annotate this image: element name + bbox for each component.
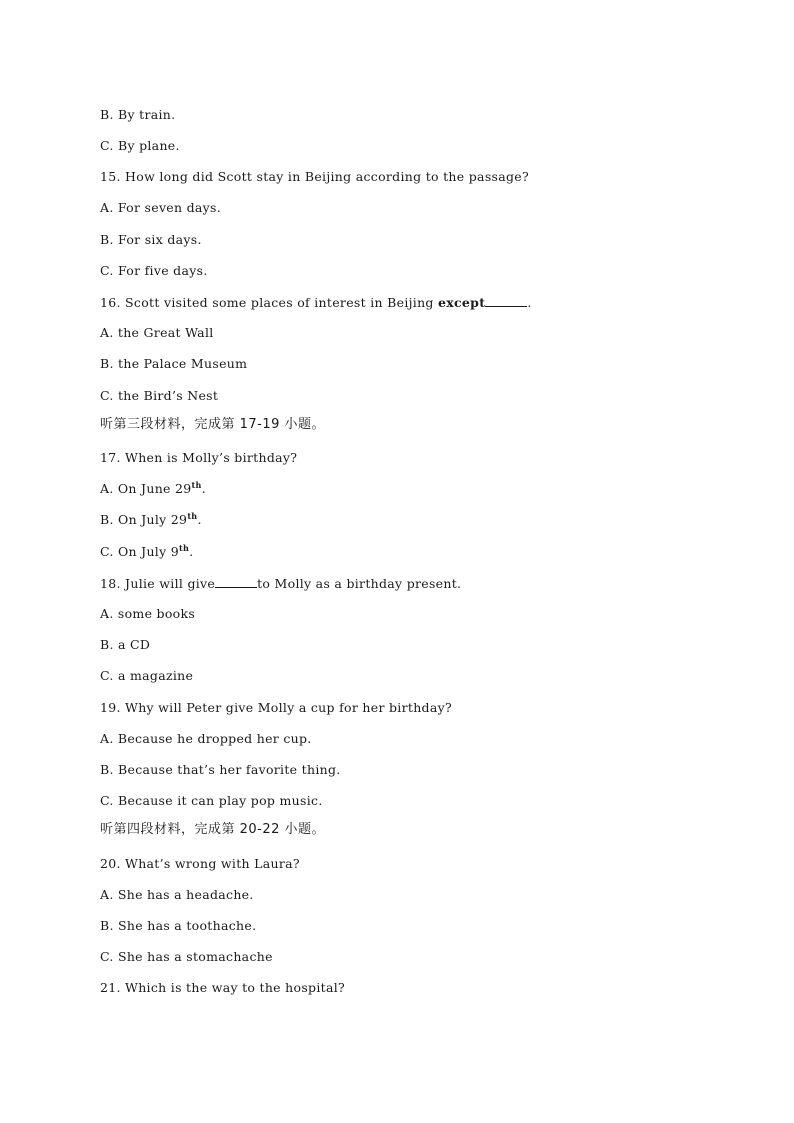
option-17b-period: . (197, 512, 202, 527)
question-19: 19. Why will Peter give Molly a cup for her birthday? (100, 700, 452, 715)
question-16-emphasis: except (438, 295, 486, 310)
option-17c-text: C. On July 9 (100, 544, 179, 559)
option-14c: C. By plane. (100, 138, 180, 153)
option-14b: B. By train. (100, 107, 176, 122)
question-21: 21. Which is the way to the hospital? (100, 980, 346, 995)
answer-blank (485, 294, 527, 307)
option-20a: A. She has a headache. (100, 887, 254, 902)
ordinal-suffix: th (191, 479, 202, 490)
ordinal-suffix: th (187, 510, 198, 521)
question-18 (100, 575, 461, 592)
question-16-period: . (527, 295, 532, 310)
option-17a-period: . (201, 481, 206, 496)
option-17a (100, 481, 206, 497)
option-17b-text: B. On July 29 (100, 512, 188, 527)
option-16c: C. the Bird’s Nest (100, 388, 219, 403)
option-16b: B. the Palace Museum (100, 356, 248, 371)
question-16 (100, 294, 532, 311)
answer-blank (215, 575, 257, 588)
option-18b: B. a CD (100, 637, 151, 652)
option-18a: A. some books (100, 606, 196, 621)
question-17: 17. When is Molly’s birthday? (100, 450, 298, 465)
question-20: 20. What’s wrong with Laura? (100, 856, 300, 871)
option-15c: C. For five days. (100, 263, 208, 278)
option-19c: C. Because it can play pop music. (100, 793, 323, 808)
question-16-text: 16. Scott visited some places of interest in Beijing (100, 295, 439, 310)
option-16a: A. the Great Wall (100, 325, 214, 340)
option-18c: C. a magazine (100, 668, 194, 683)
option-15b: B. For six days. (100, 232, 202, 247)
option-17c (100, 544, 193, 560)
question-18-text-post: to Molly as a birthday present. (257, 576, 462, 591)
section-heading-4: 听第四段材料，完成第 20-22 小题。 (100, 822, 326, 837)
section-heading-3: 听第三段材料，完成第 17-19 小题。 (100, 417, 326, 432)
option-17c-period: . (189, 544, 194, 559)
ordinal-suffix: th (178, 542, 190, 553)
question-15: 15. How long did Scott stay in Beijing according to the passage? (100, 169, 529, 184)
option-15a: A. For seven days. (100, 200, 222, 215)
option-17a-text: A. On June 29 (100, 481, 192, 496)
question-18-text-pre: 18. Julie will give (100, 576, 216, 591)
option-17b (100, 512, 202, 528)
option-20c: C. She has a stomachache (100, 949, 273, 964)
option-19a: A. Because he dropped her cup. (100, 731, 312, 746)
option-19b: B. Because that’s her favorite thing. (100, 762, 341, 777)
option-20b: B. She has a toothache. (100, 918, 257, 933)
